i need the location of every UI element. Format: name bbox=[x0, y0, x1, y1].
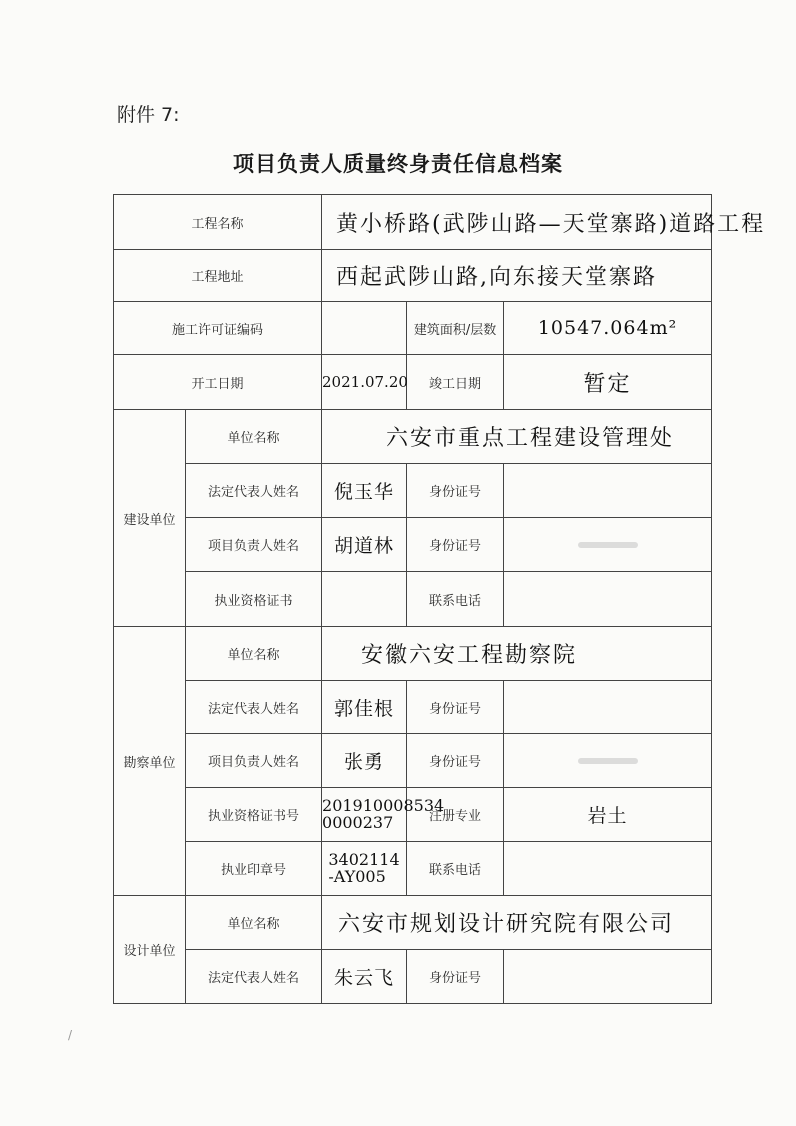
design-legal-rep-label: 法定代表人姓名 bbox=[186, 950, 322, 1004]
survey-cert-value bbox=[322, 788, 445, 842]
construction-legal-rep-row bbox=[114, 464, 712, 518]
survey-phone-label: 联系电话 bbox=[407, 842, 504, 896]
survey-cert-handwritten bbox=[322, 797, 444, 831]
end-date-label: 竣工日期 bbox=[407, 355, 504, 410]
design-unit-row bbox=[114, 896, 712, 950]
construction-pm-value bbox=[322, 518, 407, 572]
survey-seal-value bbox=[322, 842, 407, 896]
survey-unit-label: 单位名称 bbox=[186, 627, 322, 681]
construction-cert-label: 执业资格证书 bbox=[186, 572, 322, 627]
design-id-label: 身份证号 bbox=[407, 950, 504, 1004]
permit-value bbox=[322, 302, 407, 355]
survey-unit-value bbox=[322, 627, 712, 681]
survey-id-value-1 bbox=[504, 681, 712, 734]
area-value bbox=[504, 302, 712, 355]
survey-seal-line1: 3402114 bbox=[328, 850, 400, 869]
redacted-id-mark bbox=[578, 758, 638, 764]
survey-seal-line2: -AY005 bbox=[328, 867, 386, 886]
design-unit-label: 单位名称 bbox=[186, 896, 322, 950]
survey-unit-handwritten: 安徽六安工程勘察院 bbox=[361, 643, 578, 668]
construction-unit-handwritten: 六安市重点工程建设管理处 bbox=[386, 426, 675, 451]
survey-pm-row bbox=[114, 734, 712, 788]
permit-area-row bbox=[114, 302, 712, 355]
design-legal-rep-row bbox=[114, 950, 712, 1004]
survey-specialty-value bbox=[504, 788, 712, 842]
start-date-value bbox=[322, 355, 407, 410]
design-unit-value bbox=[322, 896, 712, 950]
survey-legal-rep-handwritten: 郭佳根 bbox=[334, 697, 395, 720]
construction-unit-value bbox=[322, 410, 712, 464]
construction-cert-value bbox=[322, 572, 407, 627]
project-address-handwritten: 西起武陟山路,向东接天堂寨路 bbox=[336, 265, 658, 290]
area-handwritten: 10547.064m² bbox=[537, 317, 678, 339]
project-name-row bbox=[114, 195, 712, 250]
survey-legal-rep-label: 法定代表人姓名 bbox=[186, 681, 322, 734]
survey-phone-value bbox=[504, 842, 712, 896]
end-date-handwritten: 暂定 bbox=[583, 371, 632, 397]
survey-cert-line1: 201910008534 bbox=[322, 796, 445, 815]
survey-pm-value bbox=[322, 734, 407, 788]
project-name-label: 工程名称 bbox=[114, 195, 322, 250]
construction-legal-rep-label: 法定代表人姓名 bbox=[186, 464, 322, 518]
page-title: 项目负责人质量终身责任信息档案 bbox=[233, 152, 563, 176]
project-name-value bbox=[322, 195, 766, 250]
construction-pm-row bbox=[114, 518, 712, 572]
project-address-label: 工程地址 bbox=[114, 250, 322, 302]
permit-label: 施工许可证编码 bbox=[114, 302, 322, 355]
scan-mark: / bbox=[68, 1028, 73, 1042]
construction-id-label-1: 身份证号 bbox=[407, 464, 504, 518]
construction-unit-row bbox=[114, 410, 712, 464]
dates-row bbox=[114, 355, 712, 410]
survey-unit-row bbox=[114, 627, 712, 681]
survey-cert-label: 执业资格证书号 bbox=[186, 788, 322, 842]
project-address-row bbox=[114, 250, 712, 302]
area-label: 建筑面积/层数 bbox=[407, 302, 504, 355]
survey-seal-label: 执业印章号 bbox=[186, 842, 322, 896]
survey-legal-rep-value bbox=[322, 681, 407, 734]
start-date-handwritten: 2021.07.20 bbox=[322, 373, 408, 391]
construction-legal-rep-value bbox=[322, 464, 407, 518]
construction-id-value-1 bbox=[504, 464, 712, 518]
survey-seal-row bbox=[114, 842, 712, 896]
redacted-id-mark bbox=[578, 542, 638, 548]
survey-specialty-handwritten: 岩土 bbox=[587, 805, 628, 827]
design-unit-handwritten: 六安市规划设计研究院有限公司 bbox=[338, 912, 675, 937]
end-date-value bbox=[504, 355, 712, 410]
construction-pm-label: 项目负责人姓名 bbox=[186, 518, 322, 572]
construction-section-label: 建设单位 bbox=[114, 410, 186, 627]
design-legal-rep-value bbox=[322, 950, 407, 1004]
survey-legal-rep-row bbox=[114, 681, 712, 734]
construction-id-label-2: 身份证号 bbox=[407, 518, 504, 572]
construction-id-value-2 bbox=[504, 518, 712, 572]
survey-cert-row bbox=[114, 788, 712, 842]
survey-pm-handwritten: 张勇 bbox=[344, 751, 385, 773]
project-name-handwritten: 黄小桥路(武陟山路—天堂寨路)道路工程 bbox=[336, 211, 766, 237]
responsibility-form-table bbox=[113, 194, 766, 1004]
construction-unit-label: 单位名称 bbox=[186, 410, 322, 464]
survey-id-label-1: 身份证号 bbox=[407, 681, 504, 734]
construction-phone-label: 联系电话 bbox=[407, 572, 504, 627]
construction-phone-value bbox=[504, 572, 712, 627]
construction-cert-row bbox=[114, 572, 712, 627]
survey-specialty-label: 注册专业 bbox=[407, 788, 504, 842]
construction-pm-handwritten: 胡道林 bbox=[334, 535, 395, 557]
survey-seal-handwritten bbox=[328, 851, 399, 885]
attachment-label: 附件 7: bbox=[117, 104, 180, 126]
project-address-value bbox=[322, 250, 712, 302]
design-section-label: 设计单位 bbox=[114, 896, 186, 1004]
construction-legal-rep-handwritten: 倪玉华 bbox=[334, 481, 395, 503]
design-legal-rep-handwritten: 朱云飞 bbox=[334, 967, 395, 989]
survey-id-value-2 bbox=[504, 734, 712, 788]
survey-cert-line2: 0000237 bbox=[322, 813, 394, 832]
survey-section-label: 勘察单位 bbox=[114, 627, 186, 896]
survey-pm-label: 项目负责人姓名 bbox=[186, 734, 322, 788]
survey-id-label-2: 身份证号 bbox=[407, 734, 504, 788]
start-date-label: 开工日期 bbox=[114, 355, 322, 410]
design-id-value bbox=[504, 950, 712, 1004]
